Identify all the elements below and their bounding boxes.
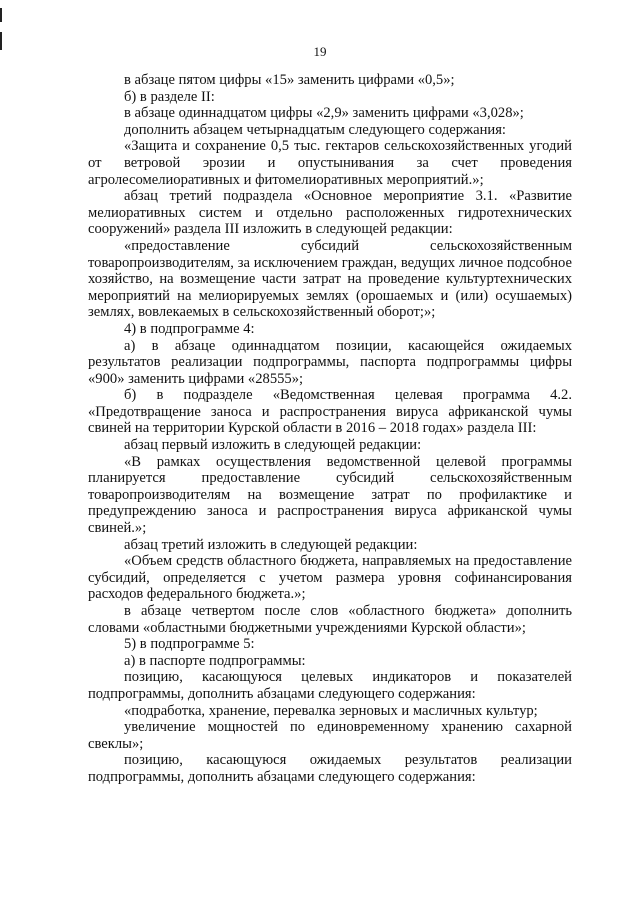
- paragraph: абзац третий подраздела «Основное мероприятие 3.1. «Развитие мелиоративных систем и отдельно расположенных гидротехнических сооружений» раздела III изложить в следующей редакции:: [88, 188, 572, 238]
- paragraph: «предоставление субсидий сельскохозяйственным товаропроизводителям, за исключением граждан, ведущих личное подсобное хозяйство, на возмещение части затрат на проведение культуртехнических мероприятий на мелиорируемых землях (орошаемых и (или) осушаемых) землях, вовлекаемых в сельскохозяйственный оборот;»;: [88, 237, 572, 321]
- paragraph: в абзаце четвертом после слов «областного бюджета» дополнить словами «областными бюджетными учреждениями Курской области»;: [88, 603, 572, 636]
- paragraph: абзац третий изложить в следующей редакции:: [124, 536, 418, 553]
- paragraph: 4) в подпрограмме 4:: [124, 320, 255, 337]
- paragraph: увеличение мощностей по единовременному хранению сахарной свеклы»;: [88, 719, 572, 752]
- paragraph: а) в паспорте подпрограммы:: [124, 652, 306, 669]
- paragraph: 5) в подпрограмме 5:: [124, 636, 255, 653]
- paragraph: абзац первый изложить в следующей редакции:: [124, 437, 422, 454]
- paragraph: в абзаце пятом цифры «15» заменить цифрами «0,5»;: [124, 72, 455, 88]
- page-number: 19: [313, 44, 327, 59]
- paragraph: б) в подразделе «Ведомственная целевая программа 4.2. «Предотвращение заноса и распространения вируса африканской чумы свиней на территории Курской области в 2016 – 2018 годах» раздела III:: [88, 387, 572, 437]
- paragraph: б) в разделе II:: [124, 88, 215, 105]
- paragraph: а) в абзаце одиннадцатом позиции, касающейся ожидаемых результатов реализации подпрограммы, паспорта подпрограммы цифры «900» заменить цифрами «28555»;: [88, 337, 572, 387]
- paragraph: позицию, касающуюся целевых индикаторов и показателей подпрограммы, дополнить абзацами следующего содержания:: [88, 669, 572, 702]
- paragraph: «Объем средств областного бюджета, направляемых на предоставление субсидий, определяется с учетом размера уровня софинансирования расходов федерального бюджета.»;: [88, 553, 572, 603]
- paragraph: позицию, касающуюся ожидаемых результатов реализации подпрограммы, дополнить абзацами следующего содержания:: [88, 752, 572, 785]
- paragraph: «Защита и сохранение 0,5 тыс. гектаров сельскохозяйственных угодий от ветровой эрозии и опустынивания за счет проведения агролесомелиоративных и фитомелиоративных мероприятий.»;: [88, 138, 572, 188]
- paragraph: в абзаце одиннадцатом цифры «2,9» заменить цифрами «3,028»;: [124, 105, 524, 122]
- paragraph: «В рамках осуществления ведомственной целевой программы планируется предоставление субсидий сельскохозяйственным товаропроизводителям на возмещение затрат по профилактике и предупреждению заноса и распространения вируса африканской чумы свиней.»;: [88, 453, 572, 537]
- paragraph: «подработка, хранение, перевалка зерновых и масличных культур;: [124, 702, 538, 719]
- binding-edge-mark: [0, 8, 2, 22]
- document-body: [88, 72, 572, 786]
- paragraph: дополнить абзацем четырнадцатым следующего содержания:: [124, 121, 506, 138]
